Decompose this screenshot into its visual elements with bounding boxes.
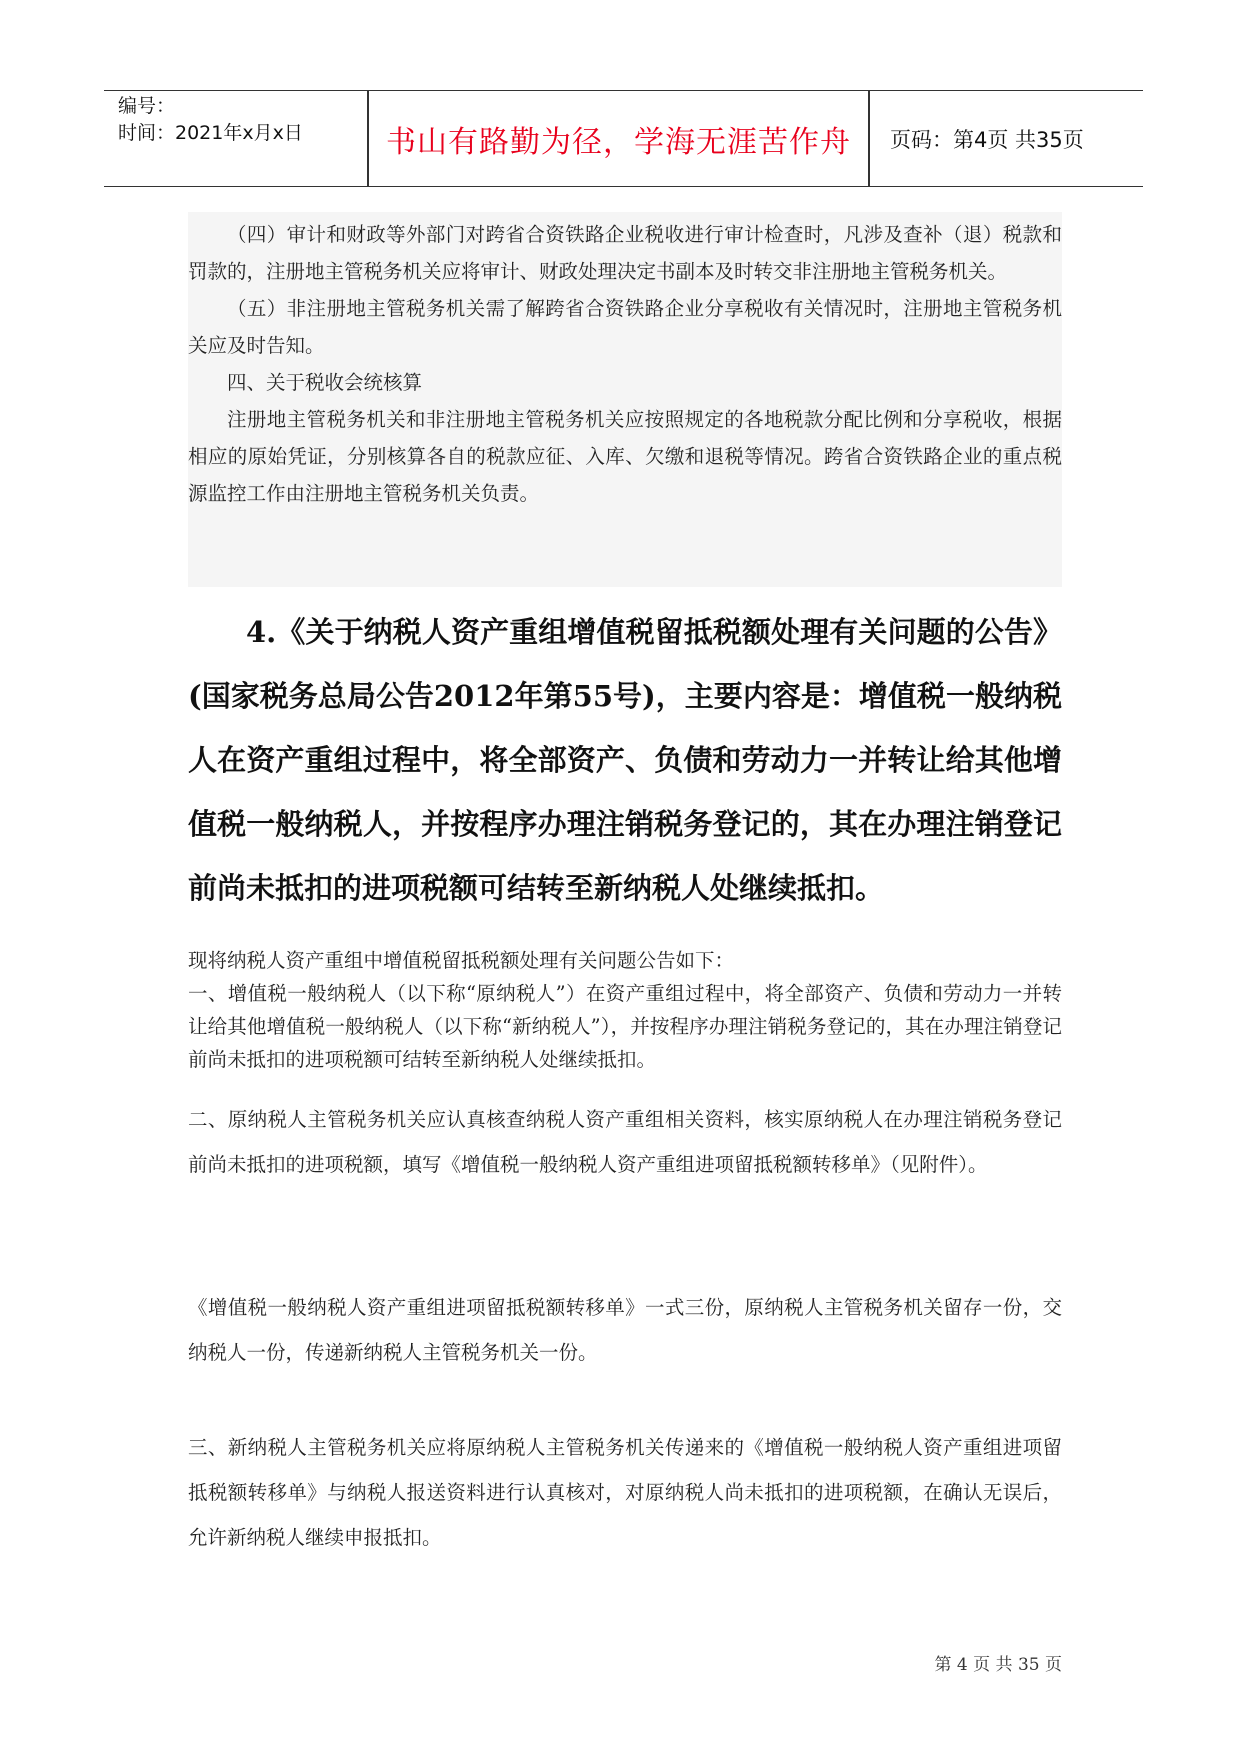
item-2: 二、原纳税人主管税务机关应认真核查纳税人资产重组相关资料，核实原纳税人在办理注销税务登记前尚未抵扣的进项税额，填写《增值税一般纳税人资产重组进项留抵税额转移单》（见附件）。	[188, 1108, 1062, 1176]
header-time: 时间：2021年x月x日	[118, 122, 303, 144]
body-section-4	[188, 1425, 1062, 1560]
header-divider	[868, 91, 870, 186]
body-section-3	[188, 1285, 1062, 1375]
intro-line: 现将纳税人资产重组中增值税留抵税额处理有关问题公告如下：	[188, 949, 735, 972]
page-footer: 第 4 页 共 35 页	[934, 1655, 1062, 1675]
header-meta	[118, 93, 368, 147]
paragraph-4: （四）审计和财政等外部门对跨省合资铁路企业税收进行审计检查时，凡涉及查补（退）税款和罚款的，注册地主管税务机关应将审计、财政处理决定书副本及时转交非注册地主管税务机关。	[188, 223, 1062, 283]
header-page-number: 页码：第4页 共35页	[890, 127, 1084, 152]
section-top	[188, 216, 1062, 512]
item-2b: 《增值税一般纳税人资产重组进项留抵税额转移单》一式三份，原纳税人主管税务机关留存一份，交纳税人一份，传递新纳税人主管税务机关一份。	[188, 1296, 1062, 1364]
paragraph-5: （五）非注册地主管税务机关需了解跨省合资铁路企业分享税收有关情况时，注册地主管税务机关应及时告知。	[188, 297, 1062, 357]
bold-summary-text: 4.《关于纳税人资产重组增值税留抵税额处理有关问题的公告》(国家税务总局公告2012年第55号)，主要内容是：增值税一般纳税人在资产重组过程中，将全部资产、负债和劳动力一并转让给其他增值税一般纳税人，并按程序办理注销税务登记的，其在办理注销登记前尚未抵扣的进项税额可结转至新纳税人处继续抵扣。	[188, 615, 1062, 905]
paragraph-accounting: 注册地主管税务机关和非注册地主管税务机关应按照规定的各地税款分配比例和分享税收，根据相应的原始凭证，分别核算各自的税款应征、入库、欠缴和退税等情况。跨省合资铁路企业的重点税源监控工作由注册地主管税务机关负责。	[188, 408, 1062, 505]
page-header	[104, 90, 1143, 187]
header-number: 编号：	[118, 95, 176, 117]
section-heading: 四、关于税收会统核算	[227, 371, 423, 394]
header-motto: 书山有路勤为径，学海无涯苦作舟	[386, 124, 851, 160]
body-section-2	[188, 1097, 1062, 1187]
item-3: 三、新纳税人主管税务机关应将原纳税人主管税务机关传递来的《增值税一般纳税人资产重组进项留抵税额转移单》与纳税人报送资料进行认真核对，对原纳税人尚未抵扣的进项税额，在确认无误后，允许新纳税人继续申报抵扣。	[188, 1436, 1062, 1549]
body-section	[188, 944, 1062, 1076]
item-1: 一、增值税一般纳税人（以下称“原纳税人”）在资产重组过程中，将全部资产、负债和劳动力一并转让给其他增值税一般纳税人（以下称“新纳税人”），并按程序办理注销税务登记的，其在办理注销登记前尚未抵扣的进项税额可结转至新纳税人处继续抵扣。	[188, 982, 1062, 1071]
header-divider	[367, 91, 369, 186]
bold-summary	[188, 600, 1062, 920]
